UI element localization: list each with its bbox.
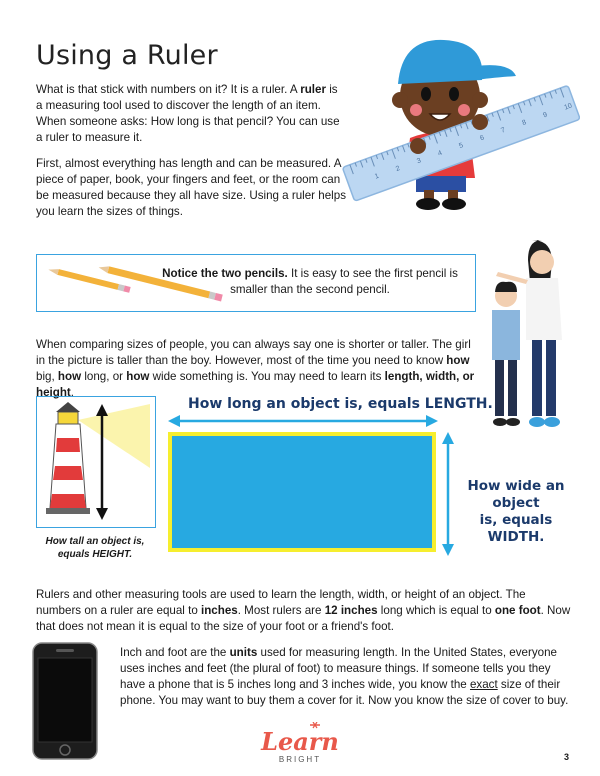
pencils-callout-text: Notice the two pencils. It is easy to see the first pencil is smaller than the second pencil. <box>162 267 458 296</box>
ruler-number: 10 <box>563 102 574 112</box>
inches-paragraph: Rulers and other measuring tools are used to learn the length, width, or height of an object. The numbers on a ruler are equal to inches. Most rulers are 12 inches long which is equal to one foot. Now that does not mean it is equal to the size of your foot or a friend's foot. <box>36 588 571 633</box>
ruler-number: 3 <box>416 157 423 166</box>
ruler-number: 4 <box>437 149 444 158</box>
page-number: 3 <box>564 752 570 762</box>
intro-paragraph: What is that stick with numbers on it? It is a ruler. A ruler is a measuring tool used to discover the length of an item. When someone asks: How long is that pencil? You can use a ruler to measure it. <box>36 83 340 144</box>
units-paragraph: Inch and foot are the units used for measuring length. In the United States, everyone uses inches and feet (the plural of foot) to measure things. If someone tells you they have a phone that is 5 inches long and 3 inches wide, you know the exact size of their phone. You may want to buy them a cover for it. Now you know the size of cover to buy. <box>120 646 569 707</box>
phone-illustration <box>32 642 98 762</box>
page-title: Using a Ruler <box>36 40 218 71</box>
girl-and-boy-illustration <box>486 240 578 432</box>
ruler-number: 1 <box>373 172 380 181</box>
length-label: How long an object is, equals LENGTH. <box>188 396 493 412</box>
logo-mark <box>250 722 350 766</box>
comparing-paragraph: When comparing sizes of people, you can always say one is shorter or taller. The girl in the picture is taller than the boy. However, most of the time you need to know how big, how long, or how wide something is. You may need to learn its length, width, or height. <box>36 338 475 399</box>
ruler-number: 8 <box>521 119 528 127</box>
measured-rectangle <box>168 432 436 552</box>
width-arrow <box>441 432 455 556</box>
boy-with-ruler-illustration <box>340 18 580 213</box>
width-label: How wide an object is, equals WIDTH. <box>467 478 565 545</box>
ruler-number: 7 <box>500 126 507 135</box>
logo-word: Learn <box>261 727 339 756</box>
ruler-number: 2 <box>394 165 402 173</box>
ruler-number: 9 <box>542 111 549 120</box>
length-paragraph: First, almost everything has length and can be measured. A piece of paper, book, your fingers and feet, or the room can be measured because they all have size. Using a ruler helps you learn the sizes of things. <box>36 157 346 218</box>
ruler-number: 5 <box>458 142 465 150</box>
ruler-number: 6 <box>479 134 486 143</box>
logo-subtext: BRIGHT <box>278 755 322 764</box>
lighthouse-illustration <box>38 398 154 526</box>
length-arrow <box>168 414 438 428</box>
learn-bright-logo <box>250 722 350 766</box>
height-caption: How tall an object is, equals HEIGHT. <box>45 536 145 560</box>
